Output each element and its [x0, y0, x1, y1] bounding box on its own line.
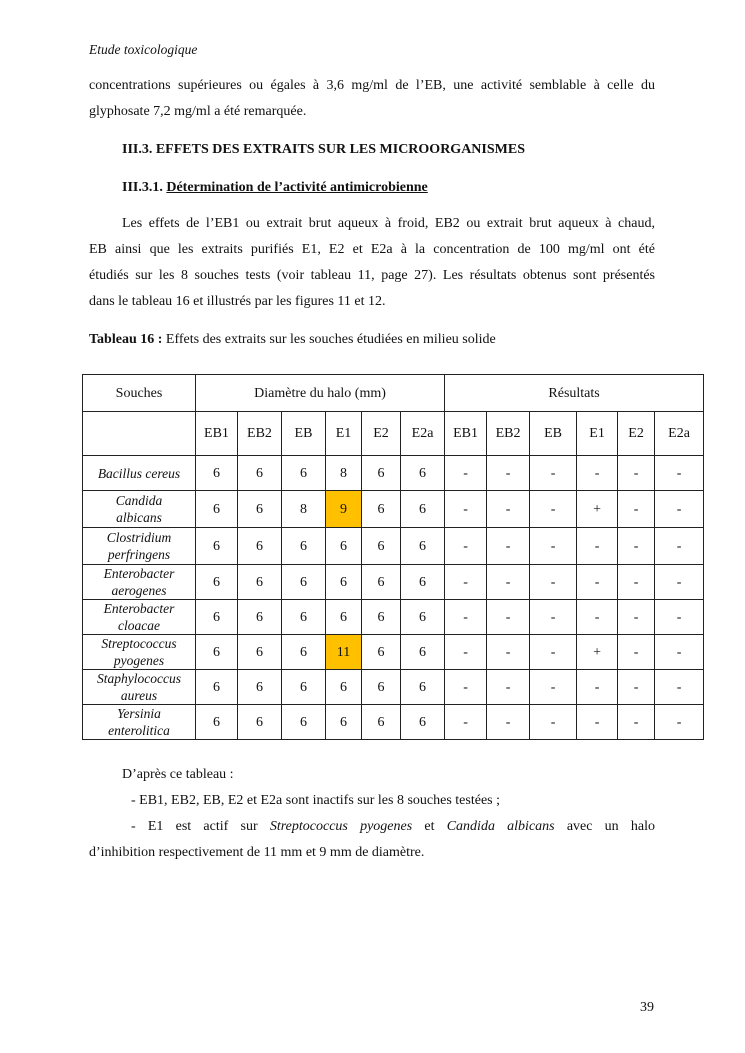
result-cell: - [487, 705, 530, 740]
species-cell [83, 491, 196, 528]
halo-cell: 11 [326, 635, 362, 670]
body-line-4: dans le tableau 16 et illustrés par les figures 11 et 12. [89, 294, 386, 309]
halo-cell: 6 [401, 635, 445, 670]
result-cell: - [445, 705, 487, 740]
result-cell: - [487, 635, 530, 670]
halo-cell: 6 [362, 491, 401, 528]
halo-cell: 6 [196, 528, 238, 565]
halo-cell: 6 [196, 705, 238, 740]
intro-paragraph [89, 73, 655, 125]
body-paragraph [89, 211, 655, 315]
halo-cell: 6 [401, 528, 445, 565]
result-cell: - [530, 705, 577, 740]
conclusion-point-1: - EB1, EB2, EB, E2 et E2a sont inactifs sur les 8 souches testées ; [131, 793, 500, 808]
halo-cell: 6 [401, 565, 445, 600]
result-cell: - [655, 528, 704, 565]
table-row [83, 565, 704, 600]
result-cell: - [618, 600, 655, 635]
result-cell: - [445, 635, 487, 670]
subsection-title: Détermination de l’activité antimicrobienne [166, 180, 428, 195]
halo-cell: 6 [362, 635, 401, 670]
species-cell [83, 600, 196, 635]
conclusion-p2-and: et [424, 819, 435, 834]
halo-cell: 6 [196, 456, 238, 491]
halo-cell: 6 [238, 565, 282, 600]
species-name-line-2: aureus [120, 688, 158, 703]
halo-cell: 6 [238, 491, 282, 528]
halo-cell: 6 [196, 635, 238, 670]
species-name-line-1: Yersinia [117, 706, 161, 721]
result-cell: - [487, 491, 530, 528]
caption-label: Tableau 16 : [89, 332, 163, 347]
subheader-halo-eb: EB [282, 412, 326, 456]
table-row [83, 528, 704, 565]
halo-cell: 6 [401, 670, 445, 705]
species-name-line-1: Enterobacter [103, 601, 175, 616]
subheader-empty [83, 412, 196, 456]
halo-cell: 6 [238, 600, 282, 635]
result-cell: - [655, 600, 704, 635]
result-cell: - [655, 565, 704, 600]
halo-cell: 6 [238, 635, 282, 670]
subheader-result-eb1: EB1 [445, 412, 487, 456]
species-name-line-2: aerogenes [111, 583, 167, 598]
halo-cell: 6 [326, 565, 362, 600]
halo-cell: 6 [362, 705, 401, 740]
result-cell: - [655, 456, 704, 491]
species-name-line-2: cloacae [118, 618, 160, 633]
body-line-1: Les effets de l’EB1 ou extrait brut aqueux à froid, EB2 ou extrait brut aqueux à chaud, [122, 216, 655, 231]
table-row [83, 456, 704, 491]
halo-cell: 6 [196, 491, 238, 528]
halo-cell: 6 [401, 705, 445, 740]
page-number: 39 [640, 1000, 654, 1015]
halo-cell: 6 [282, 565, 326, 600]
result-cell: - [487, 670, 530, 705]
species-name-line-1: Candida [115, 493, 163, 508]
halo-cell: 8 [326, 456, 362, 491]
species-cell [83, 670, 196, 705]
subheader-row [83, 412, 704, 456]
species-name-line-1: Enterobacter [103, 566, 175, 581]
result-cell: - [618, 491, 655, 528]
result-cell: - [487, 565, 530, 600]
halo-cell: 6 [238, 456, 282, 491]
halo-cell: 6 [238, 528, 282, 565]
table-caption [89, 332, 496, 348]
halo-cell: 6 [401, 456, 445, 491]
result-cell: - [530, 565, 577, 600]
halo-cell: 6 [326, 600, 362, 635]
species-name-line-1: Staphylococcus [97, 671, 181, 686]
table-row [83, 635, 704, 670]
species-cell [83, 635, 196, 670]
conclusion-point-2-cont: d’inhibition respectivement de 11 mm et 9 mm de diamètre. [89, 845, 425, 860]
result-cell: - [487, 600, 530, 635]
halo-cell: 6 [362, 528, 401, 565]
halo-cell: 6 [326, 670, 362, 705]
halo-cell: 6 [238, 670, 282, 705]
subheader-halo-eb1: EB1 [196, 412, 238, 456]
halo-cell: 6 [326, 705, 362, 740]
result-cell: - [618, 705, 655, 740]
result-cell: - [618, 565, 655, 600]
intro-line-1: concentrations supérieures ou égales à 3,6 mg/ml de l’EB, une activité semblable à celle du [89, 78, 655, 93]
halo-cell: 6 [282, 635, 326, 670]
species-name-line-2: pyogenes [113, 653, 165, 668]
subheader-halo-e2a: E2a [401, 412, 445, 456]
halo-cell: 8 [282, 491, 326, 528]
header-results: Résultats [445, 375, 704, 412]
result-cell: - [530, 670, 577, 705]
halo-cell: 6 [282, 600, 326, 635]
result-cell: - [445, 528, 487, 565]
result-cell: - [577, 600, 618, 635]
result-cell: - [618, 670, 655, 705]
table-row [83, 600, 704, 635]
subheader-halo-eb2: EB2 [238, 412, 282, 456]
page-header: Etude toxicologique [89, 42, 198, 57]
intro-line-2: glyphosate 7,2 mg/ml a été remarquée. [89, 104, 307, 119]
conclusion-p2-end: avec un halo [566, 819, 656, 834]
subheader-result-eb2: EB2 [487, 412, 530, 456]
result-cell: - [445, 565, 487, 600]
result-cell: - [577, 565, 618, 600]
conclusion-p2-species-1: Streptococcus pyogenes [269, 819, 413, 834]
result-cell: - [487, 528, 530, 565]
subsection-heading [122, 180, 428, 196]
result-cell: - [655, 635, 704, 670]
halo-cell: 6 [238, 705, 282, 740]
result-cell: - [445, 456, 487, 491]
header-row [83, 375, 704, 412]
halo-cell: 6 [362, 565, 401, 600]
result-cell: - [487, 456, 530, 491]
result-cell: - [655, 670, 704, 705]
result-cell: - [445, 670, 487, 705]
species-cell [83, 705, 196, 740]
result-cell: - [445, 491, 487, 528]
body-line-2: EB ainsi que les extraits purifiés E1, E2 et E2a à la concentration de 100 mg/ml ont été [89, 242, 655, 257]
result-cell: - [530, 456, 577, 491]
conclusion-point-2 [131, 814, 655, 840]
halo-cell: 6 [282, 670, 326, 705]
subheader-result-e1: E1 [577, 412, 618, 456]
species-name-line-2: perfringens [107, 547, 171, 562]
species-name-line-2: albicans [116, 510, 162, 525]
result-cell: - [530, 491, 577, 528]
result-cell: - [655, 705, 704, 740]
subheader-halo-e1: E1 [326, 412, 362, 456]
subheader-result-e2: E2 [618, 412, 655, 456]
subheader-result-e2a: E2a [655, 412, 704, 456]
species-name-line-1: Bacillus cereus [97, 465, 181, 481]
species-name-line-1: Streptococcus [101, 636, 177, 651]
result-cell: + [577, 635, 618, 670]
caption-text: Effets des extraits sur les souches étudiées en milieu solide [165, 332, 496, 347]
result-cell: - [618, 528, 655, 565]
subheader-result-eb: EB [530, 412, 577, 456]
header-souches: Souches [83, 375, 196, 412]
halo-cell: 6 [196, 600, 238, 635]
halo-cell: 6 [362, 600, 401, 635]
subsection-number: III.3.1. [122, 180, 163, 195]
result-cell: - [655, 491, 704, 528]
result-cell: - [530, 635, 577, 670]
result-cell: - [618, 456, 655, 491]
conclusion-p2-species-2: Candida albicans [446, 819, 555, 834]
table-row [83, 491, 704, 528]
halo-cell: 9 [326, 491, 362, 528]
halo-cell: 6 [401, 600, 445, 635]
conclusion-intro: D’après ce tableau : [122, 767, 234, 782]
result-cell: - [530, 600, 577, 635]
result-cell: - [445, 600, 487, 635]
halo-cell: 6 [362, 456, 401, 491]
species-cell [83, 528, 196, 565]
species-name-line-2: enterolitica [108, 723, 170, 738]
result-cell: + [577, 491, 618, 528]
halo-cell: 6 [282, 705, 326, 740]
halo-cell: 6 [282, 456, 326, 491]
halo-cell: 6 [326, 528, 362, 565]
result-cell: - [577, 528, 618, 565]
header-halo: Diamètre du halo (mm) [196, 375, 445, 412]
halo-cell: 6 [401, 491, 445, 528]
species-cell [83, 456, 196, 491]
conclusion-p2-start: - E1 est actif sur [131, 819, 258, 834]
result-cell: - [577, 456, 618, 491]
result-cell: - [577, 705, 618, 740]
species-name-line-1: Clostridium [106, 530, 172, 545]
results-table [82, 374, 704, 740]
table-row [83, 705, 704, 740]
halo-cell: 6 [282, 528, 326, 565]
halo-cell: 6 [362, 670, 401, 705]
result-cell: - [530, 528, 577, 565]
halo-cell: 6 [196, 670, 238, 705]
section-heading: III.3. EFFETS DES EXTRAITS SUR LES MICROORGANISMES [122, 142, 525, 157]
table-row [83, 670, 704, 705]
species-cell [83, 565, 196, 600]
body-line-3: étudiés sur les 8 souches tests (voir tableau 11, page 27). Les résultats obtenus sont présentés [89, 268, 655, 283]
result-cell: - [618, 635, 655, 670]
halo-cell: 6 [196, 565, 238, 600]
subheader-halo-e2: E2 [362, 412, 401, 456]
result-cell: - [577, 670, 618, 705]
